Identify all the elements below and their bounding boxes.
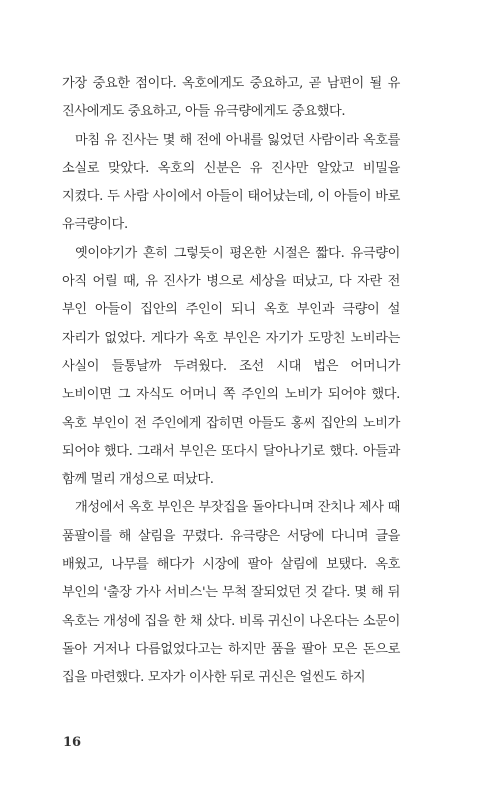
paragraph-1: 가장 중요한 점이다. 옥호에게도 중요하고, 곧 남편이 될 유 진사에게도 중요하고, 아들 유극량에게도 중요했다. bbox=[62, 76, 400, 120]
body-text bbox=[62, 70, 400, 693]
page-number: 16 bbox=[63, 735, 82, 750]
paragraph-3: 옛이야기가 흔히 그렇듯이 평온한 시절은 짧다. 유극량이 아직 어릴 때, 유 진사가 병으로 세상을 떠났고, 다 자란 전 부인 아들이 집안의 주인이 되니 옥호 부인과 극량이 설 자리가 없었다. 게다가 옥호 부인은 자기가 도망친 노비라는 사실이 들통날까 두려웠다. 조선 시대 법은 어머니가 노비이면 그 자식도 어머니 쪽 주인의 노비가 되어야 했다. 옥호 부인이 전 주인에게 잡히면 아들도 홍씨 집안의 노비가 되어야 했다. 그래서 부인은 또다시 달아나기로 했다. 아들과 함께 멀리 개성으로 떠났다. bbox=[62, 245, 400, 488]
paragraph-4: 개성에서 옥호 부인은 부잣집을 돌아다니며 잔치나 제사 때 품팔이를 해 살림을 꾸렸다. 유극량은 서당에 다니며 글을 배웠고, 나무를 해다가 시장에 팔아 살림에 보탰다. 옥호 부인의 '출장 가사 서비스'는 무척 잘되었던 것 같다. 몇 해 뒤 옥호는 개성에 집을 한 채 샀다. 비록 귀신이 나온다는 소문이 돌아 거저나 다름없었다고는 하지만 품을 팔아 모은 돈으로 집을 마련했다. 모자가 이사한 뒤로 귀신은 얼씬도 하지 bbox=[62, 500, 400, 686]
paragraph-2: 마침 유 진사는 몇 해 전에 아내를 잃었던 사람이라 옥호를 소실로 맞았다. 옥호의 신분은 유 진사만 알았고 비밀을 지켰다. 두 사람 사이에서 아들이 태어났는데, 이 아들이 바로 유극량이다. bbox=[62, 132, 400, 233]
